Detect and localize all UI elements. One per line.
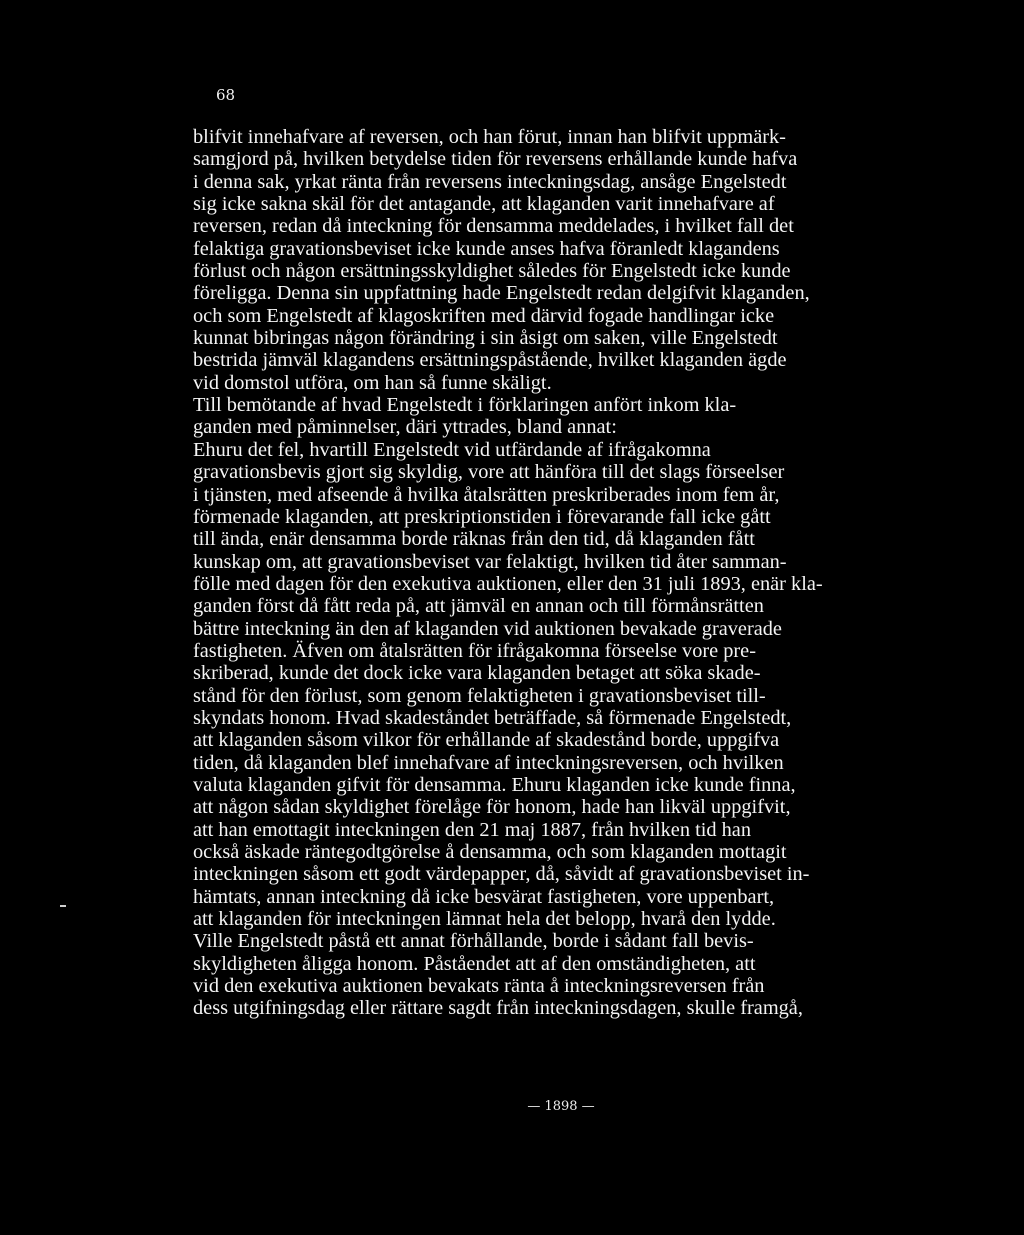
- text-line: att klaganden såsom vilkor för erhållande af skadestånd borde, uppgifva: [193, 729, 780, 752]
- text-line: hämtats, annan inteckning då icke besvärat fastigheten, vore uppenbart,: [193, 885, 775, 908]
- text-line: kunnat bibringas någon förändring i sin åsigt om saken, ville Engelstedt: [193, 327, 778, 350]
- text-line: vid den exekutiva auktionen bevakats ränta å inteckningsreversen från: [193, 975, 765, 998]
- text-line: Ehuru det fel, hvartill Engelstedt vid utfärdande af ifrågakomna: [193, 438, 711, 461]
- text-line: att klaganden för inteckningen lämnat hela det belopp, hvarå den lydde.: [193, 908, 776, 931]
- text-line: ganden med påminnelser, däri yttrades, bland annat:: [193, 416, 617, 439]
- text-line: förmenade klaganden, att preskriptionstiden i förevarande fall icke gått: [193, 505, 771, 528]
- text-line: också äskade räntegodtgörelse å densamma, och som klaganden mottagit: [193, 841, 787, 863]
- text-line: skriberad, kunde det dock icke vara klaganden betaget att söka skade-: [193, 662, 761, 685]
- text-line: Ville Engelstedt påstå ett annat förhållande, borde i sådant fall bevis-: [193, 930, 754, 953]
- text-line: bestrida jämväl klagandens ersättningspåstående, hvilket klaganden ägde: [193, 349, 787, 372]
- text-line: fölle med dagen för den exekutiva auktionen, eller den 31 juli 1893, enär kla-: [193, 572, 823, 595]
- text-line: blifvit innehafvare af reversen, och han förut, innan han blifvit uppmärk-: [193, 126, 786, 148]
- text-line: föreligga. Denna sin uppfattning hade Engelstedt redan delgifvit klaganden,: [193, 282, 810, 305]
- page-number: 68: [216, 86, 236, 104]
- text-line: och som Engelstedt af klagoskriften med därvid fogade handlingar icke: [193, 304, 775, 327]
- body-text: [193, 126, 953, 1020]
- text-line: reversen, redan då inteckning för densamma meddelades, i hvilket fall det: [193, 215, 794, 238]
- text-line: förlust och någon ersättningsskyldighet således för Engelstedt icke kunde: [193, 260, 791, 283]
- text-line: skyndats honom. Hvad skadeståndet beträffade, så förmenade Engelstedt,: [193, 706, 792, 729]
- text-line: att han emottagit inteckningen den 21 maj 1887, från hvilken tid han: [193, 818, 751, 841]
- text-line: kunskap om, att gravationsbeviset var felaktigt, hvilken tid åter samman-: [193, 550, 787, 573]
- scan-speck: [60, 905, 66, 907]
- text-line: fastigheten. Äfven om åtalsrätten för ifrågakomna förseelse vore pre-: [193, 639, 756, 662]
- text-line: sig icke sakna skäl för det antagande, att klaganden varit innehafvare af: [193, 193, 775, 216]
- text-line: stånd för den förlust, som genom felaktigheten i gravationsbeviset till-: [193, 684, 766, 707]
- text-line: bättre inteckning än den af klaganden vid auktionen bevakade graverade: [193, 617, 782, 640]
- text-line: tiden, då klaganden blef innehafvare af inteckningsreversen, och hvilken: [193, 751, 784, 774]
- text-line: inteckningen såsom ett godt värdepapper, då, såvidt af gravationsbeviset in-: [193, 863, 810, 886]
- text-line: felaktiga gravationsbeviset icke kunde anses hafva föranledt klagandens: [193, 237, 780, 260]
- text-line: Till bemötande af hvad Engelstedt i förklaringen anfört inkom kla-: [193, 394, 737, 417]
- text-line: vid domstol utföra, om han så funne skäligt.: [193, 371, 552, 394]
- text-line: samgjord på, hvilken betydelse tiden för reversens erhållande kunde hafva: [193, 148, 798, 171]
- year-footer: — 1898 —: [527, 1099, 595, 1114]
- text-line: ganden först då fått reda på, att jämväl en annan och till förmånsrätten: [193, 595, 764, 618]
- text-line: valuta klaganden gifvit för densamma. Ehuru klaganden icke kunde finna,: [193, 773, 796, 796]
- text-line: att någon sådan skyldighet förelåge för honom, hade han likväl uppgifvit,: [193, 796, 791, 819]
- text-line: till ända, enär densamma borde räknas från den tid, då klaganden fått: [193, 528, 755, 551]
- text-line: skyldigheten åligga honom. Påståendet att af den omständigheten, att: [193, 952, 756, 975]
- text-line: gravationsbevis gjort sig skyldig, vore att hänföra till det slags förseelser: [193, 461, 785, 484]
- text-line: i tjänsten, med afseende å hvilka åtalsrätten preskriberades inom fem år,: [193, 483, 780, 506]
- text-line: dess utgifningsdag eller rättare sagdt från inteckningsdagen, skulle framgå,: [193, 997, 803, 1020]
- text-line: i denna sak, yrkat ränta från reversens inteckningsdag, ansåge Engelstedt: [193, 170, 787, 193]
